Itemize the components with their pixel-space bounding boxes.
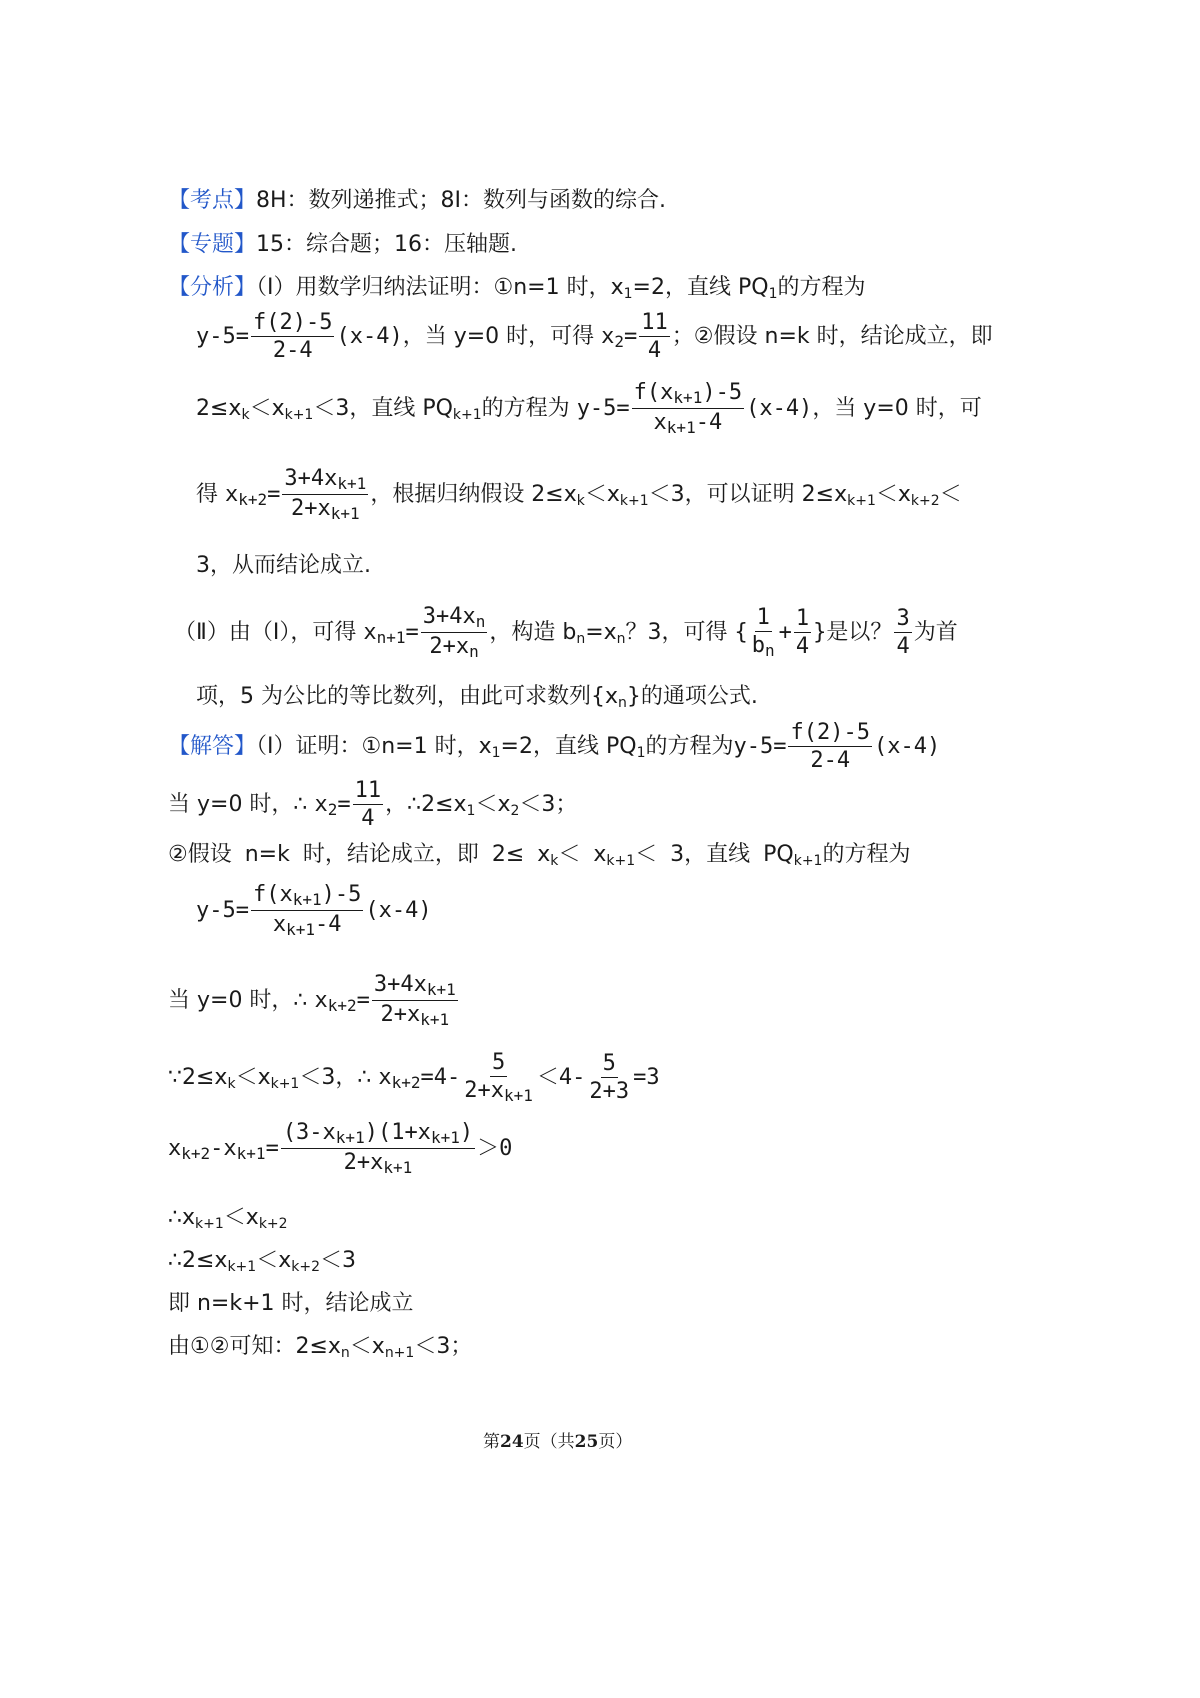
solution-text: ＜ x [558,842,607,867]
solution-text: ＜x [256,1248,292,1273]
fraction-numerator: f(2)-5 [252,310,333,335]
solution-text: ＞0 [477,1136,513,1161]
analysis-text: ，当 y=0 时，可得 [402,324,595,349]
solution-text: 当 y=0 时，∴ [168,792,308,817]
solution-text: 由①②可知：2≤x [168,1334,341,1359]
fraction: $\frac{3+4x_{k+1}}{2+x_{k+1}}$ [284,466,367,523]
analysis-text: ＜3，可以证明 2≤x [648,482,848,507]
analysis-text: ＜x [584,482,620,507]
fraction: $\frac{11}{4}$ [354,778,382,831]
kaodian-line [168,190,666,212]
analysis-line-2: y-5= $\frac{f(2)-5}{2-4}$ (x-4)，当 y=0 时，可得 $x_2=$ $\frac{11}{4}$ ；②假设 n=k 时，结论成立，即 [196,310,993,363]
fraction: $\frac{f(x_{k+1})-5}{x_{k+1}-4}$ [633,380,743,437]
part2-text: 是以？ [826,620,893,645]
solution-text: ＜3； [519,792,578,817]
fraction: $\frac{3+4x_n}{2+x_n}$ [422,604,486,661]
footer-text: 页） [598,1432,633,1452]
analysis-text: ，当 y=0 时，可 [812,396,982,421]
solution-text: 的方程为 [822,842,911,867]
zhuanti-line [168,234,517,256]
solution-line-7: $x_{k+2}-x_{k+1}=$ $\frac{(3-x_{k+1})(1+x_{k+1})}{2+x_{k+1}}$ ＞0 [168,1120,513,1177]
solution-line-8: $\therefore x_{k+1}<x_{k+2}$ [168,1205,288,1232]
zhuanti-text: 15：综合题；16：压轴题. [256,232,517,257]
fraction-denominator: 4 [647,338,662,363]
fraction: $\frac{f(2)-5}{2-4}$ [790,720,870,773]
solution-text: （Ⅰ）证明：①n=1 时，x [256,734,492,759]
solution-line-4: y-5= $\frac{f(x_{k+1})-5}{x_{k+1}-4}$ (x-4) [196,882,432,939]
fraction: $\frac{3+4x_{k+1}}{2+x_{k+1}}$ [373,972,456,1029]
math-text: y-5= [196,324,249,349]
analysis-line-1: 【分析】（Ⅰ）用数学归纳法证明：①n=1 时，$x_1=2$，直线 $PQ_1$的方程为 [168,275,866,302]
fraction: $\frac{(3-x_{k+1})(1+x_{k+1})}{2+x_{k+1}}$ [282,1120,474,1177]
math-sub: 2 [614,332,625,351]
analysis-line-4: 得 $x_{k+2}=$ $\frac{3+4x_{k+1}}{2+x_{k+1}}$ ，根据归纳假设 $2\le x_k<x_{k+1}<3$，可以证明 $2\le x_{k+1}<x_{k+2}<$ [196,466,962,523]
footer-text: 页（共 [523,1432,575,1452]
solution-text: ＜ 3，直线 PQ [635,842,794,867]
solution-text: ＜x [223,1205,259,1230]
page-footer [483,1434,632,1451]
fraction: $\frac{5}{2+x_{k+1}}$ [464,1050,533,1105]
kaodian-text: 8H：数列递推式；8I：数列与函数的综合. [256,188,667,213]
solution-text: 当 y=0 时，∴ [168,988,308,1013]
fraction: $\frac{3}{4}$ [896,606,910,659]
solution-text: ＜3； [414,1334,473,1359]
kaodian-tag: 【考点】 [168,188,257,213]
math-text: (x-4) [336,324,403,349]
solution-line-3: ②假设 n=k 时，结论成立，即 $2\le x_k< x_{k+1}< 3$，直线 $PQ_{k+1}$的方程为 [168,842,911,869]
solution-text: ∴2≤x [168,1248,228,1273]
part2-text: ，构造 b [489,620,577,645]
math-var: x [601,324,615,349]
fraction-denominator: 2-4 [272,338,313,363]
part2-line-1: （Ⅱ）由（Ⅰ），可得 $x_{n+1}=$ $\frac{3+4x_n}{2+x_n}$ ，构造 $b_n=x_n$？3，可得 { $\frac{1}{b_n}$ + $\frac{1}{4}$ }是以？ $\frac{3}{4}$ 为首 [174,604,958,661]
part2-text: =x [585,620,617,645]
solution-line-10 [168,1293,414,1315]
fraction [251,312,334,362]
analysis-text: ＜x [249,396,285,421]
fraction: $\frac{5}{2+3}$ [589,1051,630,1104]
solution-line-1: 【解答】（Ⅰ）证明：①n=1 时，$x_1=2$，直线 $PQ_1$的方程为y-5= $\frac{f(2)-5}{2-4}$ (x-4) [168,720,941,773]
analysis-text: 得 [196,482,219,507]
analysis-text: ＜x [875,482,911,507]
solution-tag: 【解答】 [168,734,257,759]
solution-text: ，∴2≤x [385,792,467,817]
analysis-tag: 【分析】 [168,275,257,300]
page-total: 25 [574,1432,599,1452]
analysis-text: 3，从而结论成立. [196,553,371,578]
fraction [639,312,670,362]
solution-line-5: 当 y=0 时，∴ $x_{k+2}=$ $\frac{3+4x_{k+1}}{2+x_{k+1}}$ [168,972,456,1029]
analysis-text: =2，直线 PQ [632,275,769,300]
analysis-text: 的方程为 [777,275,866,300]
part2-text: }的通项公式. [626,684,758,709]
part2-text: ？3，可得 [625,620,728,645]
part2-text: 为首 [913,620,958,645]
fraction: $\frac{1}{b_n}$ [751,605,775,660]
solution-text: 即 n=k+1 时，结论成立 [168,1291,414,1316]
analysis-text: ，根据归纳假设 2≤x [370,482,577,507]
fraction: $\frac{1}{4}$ [795,606,810,659]
solution-line-6: $\because 2\le x_k<x_{k+1}<3$，∴ $x_{k+2}=4-$ $\frac{5}{2+x_{k+1}}$ ＜4- $\frac{5}{2+3}$ =3 [168,1050,660,1105]
part2-text: （Ⅱ）由（Ⅰ），可得 [174,620,357,645]
solution-text: ＜x [235,1065,271,1090]
fraction: $\frac{f(x_{k+1})-5}{x_{k+1}-4}$ [252,882,362,939]
solution-text: ②假设 n=k 时，结论成立，即 2≤ x [168,842,551,867]
solution-text: 的方程为 [645,734,734,759]
solution-text: ＜3 [319,1248,356,1273]
part2-text: 项，5 为公比的等比数列，由此可求数列{x [196,684,619,709]
solution-line-11: 由①②可知：$2\le x_n<x_{n+1}<3$； [168,1334,473,1361]
solution-line-2: 当 y=0 时，∴ $x_2=$ $\frac{11}{4}$ ，$\therefore 2\le x_1<x_2<3$； [168,778,578,831]
page-number: 24 [500,1432,524,1452]
footer-text: 第 [483,1432,500,1452]
analysis-text: 的方程为 [481,396,570,421]
fraction-numerator: 11 [641,310,668,335]
analysis-text: ；②假设 n=k 时，结论成立，即 [671,324,993,349]
analysis-text: 2≤x [196,396,242,421]
solution-text: =2，直线 PQ [500,734,637,759]
analysis-text: ＜3，直线 PQ [313,396,453,421]
solution-text: ＜x [349,1334,385,1359]
analysis-line-5 [196,555,371,577]
analysis-line-3: $2\le x_k<x_{k+1}<3$，直线 $PQ_{k+1}$的方程为 y-5= $\frac{f(x_{k+1})-5}{x_{k+1}-4}$ (x-4)，当 y=0 时，可 [196,380,982,437]
analysis-text: （Ⅰ）用数学归纳法证明：①n=1 时，x [256,275,624,300]
solution-text: ＜3，∴ [299,1065,372,1090]
part2-line-2: 项，5 为公比的等比数列，由此可求数列$\{x_n\}$的通项公式. [196,684,758,711]
solution-text: ∵2≤x [168,1065,228,1090]
solution-line-9: $\therefore 2\le x_{k+1}<x_{k+2}<3$ [168,1248,356,1275]
solution-text: ＜x [475,792,511,817]
analysis-text: ＜ [939,482,962,507]
zhuanti-tag: 【专题】 [168,232,257,257]
solution-text: ∴x [168,1205,196,1230]
